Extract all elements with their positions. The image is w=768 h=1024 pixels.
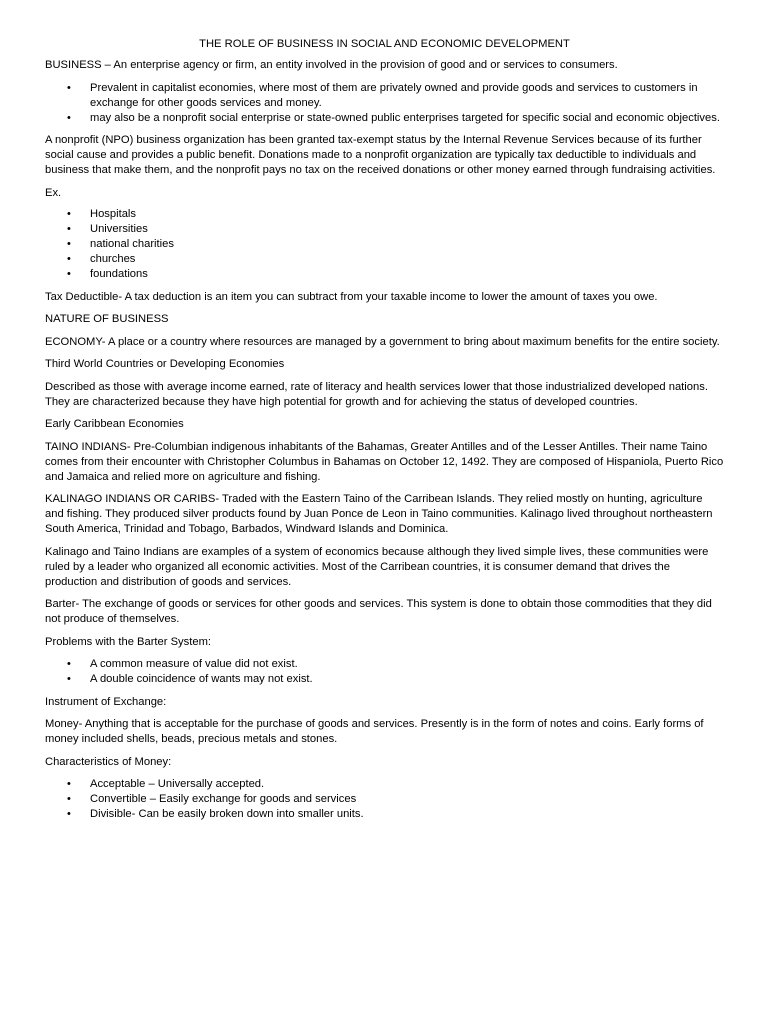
list-item: • Hospitals	[67, 208, 137, 220]
tax-deductible-paragraph: Tax Deductible- A tax deduction is an item you can subtract from your taxable income to lower the amount of taxes you owe.	[45, 290, 658, 303]
example-list	[45, 207, 724, 282]
bullet-icon: •	[67, 238, 71, 250]
nature-heading: NATURE OF BUSINESS	[45, 313, 169, 325]
list-item: • national charities	[67, 238, 174, 250]
third-world-heading: Third World Countries or Developing Economies	[45, 358, 285, 370]
bullet-icon: •	[67, 223, 71, 235]
characteristics-heading: Characteristics of Money:	[45, 755, 172, 768]
characteristics-list	[45, 777, 724, 822]
list-item: • Prevalent in capitalist economies, where most of them are privately owned and provide goods and services to customers in exchange for other goods services and money.	[67, 81, 698, 109]
bullet-icon: •	[67, 268, 71, 280]
economy-definition: ECONOMY- A place or a country where resources are managed by a government to bring about maximum benefits for the entire society.	[45, 335, 720, 348]
list-item: • Divisible- Can be easily broken down into smaller units.	[67, 808, 364, 820]
bullet-icon: •	[67, 658, 71, 670]
barter-paragraph: Barter- The exchange of goods or services for other goods and services. This system is done to obtain those commodities that they did not produce of themselves.	[45, 598, 712, 625]
instrument-heading: Instrument of Exchange:	[45, 695, 167, 708]
list-item: • may also be a nonprofit social enterprise or state-owned public enterprises targeted for specific social and economic objectives.	[67, 111, 720, 124]
list-item: • A double coincidence of wants may not exist.	[67, 673, 313, 685]
bullet-icon: •	[67, 111, 71, 124]
list-item: • foundations	[67, 268, 148, 280]
caribbean-heading: Early Caribbean Economies	[45, 418, 184, 430]
bullet-icon: •	[67, 208, 71, 220]
bullet-icon: •	[67, 778, 71, 790]
list-item: • Convertible – Easily exchange for goods and services	[67, 793, 357, 805]
list-item: • Universities	[67, 223, 148, 235]
bullet-icon: •	[67, 673, 71, 685]
taino-paragraph: TAINO INDIANS- Pre-Columbian indigenous inhabitants of the Bahamas, Greater Antilles and of the Lesser Antilles. Their name Taino comes from their encounter with Christopher Columbus in Bahamas on October 12, 1492. They are composed of Hispaniola, Puerto Rico and Jamaica and relied more on agriculture and fishing.	[45, 440, 724, 483]
barter-problems-list	[45, 657, 724, 687]
system-paragraph: Kalinago and Taino Indians are examples of a system of economics because although they lived simple lives, these communities were ruled by a leader who organized all economic activities. Most of the Carribean countries, it is consumer demand that drives the production and distribution of goods and services.	[45, 545, 709, 588]
example-label: Ex.	[45, 186, 62, 199]
document-title: THE ROLE OF BUSINESS IN SOCIAL AND ECONOMIC DEVELOPMENT	[199, 38, 570, 50]
bullet-icon: •	[67, 793, 71, 805]
list-item: • Acceptable – Universally accepted.	[67, 778, 265, 790]
business-definition: BUSINESS – An enterprise agency or firm, an entity involved in the provision of good and or services to consumers.	[45, 59, 618, 71]
nonprofit-paragraph: A nonprofit (NPO) business organization has been granted tax-exempt status by the Internal Revenue Services because of its further social cause and provides a public benefit. Donations made to a nonprofit organization are typically tax deductible to individuals and business that make them, and the nonprofit pays no tax on the received donations or other money earned through fundraising activities.	[45, 134, 716, 176]
business-bullet-list	[45, 81, 724, 126]
list-item: • churches	[67, 253, 136, 265]
bullet-icon: •	[67, 81, 71, 94]
barter-problems-heading: Problems with the Barter System:	[45, 635, 212, 648]
third-world-paragraph: Described as those with average income earned, rate of literacy and health services lower that those industrialized developed nations. They are characterized because they have high potential for growth and for achieving the status of developed countries.	[45, 380, 708, 408]
list-item: • A common measure of value did not exist.	[67, 658, 298, 670]
bullet-icon: •	[67, 253, 71, 265]
bullet-icon: •	[67, 808, 71, 820]
kalinago-paragraph: KALINAGO INDIANS OR CARIBS- Traded with the Eastern Taino of the Carribean Islands. They relied mostly on hunting, agriculture and fishing. They produced silver products found by Juan Ponce de Leon in Taino communities. Kalinago lived throughout northeastern South America, Trinidad and Tobago, Barbados, Windward Islands and Dominica.	[45, 493, 713, 535]
money-paragraph: Money- Anything that is acceptable for the purchase of goods and services. Presently is in the form of notes and coins. Early forms of money included shells, beads, precious metals and stones.	[45, 718, 704, 745]
